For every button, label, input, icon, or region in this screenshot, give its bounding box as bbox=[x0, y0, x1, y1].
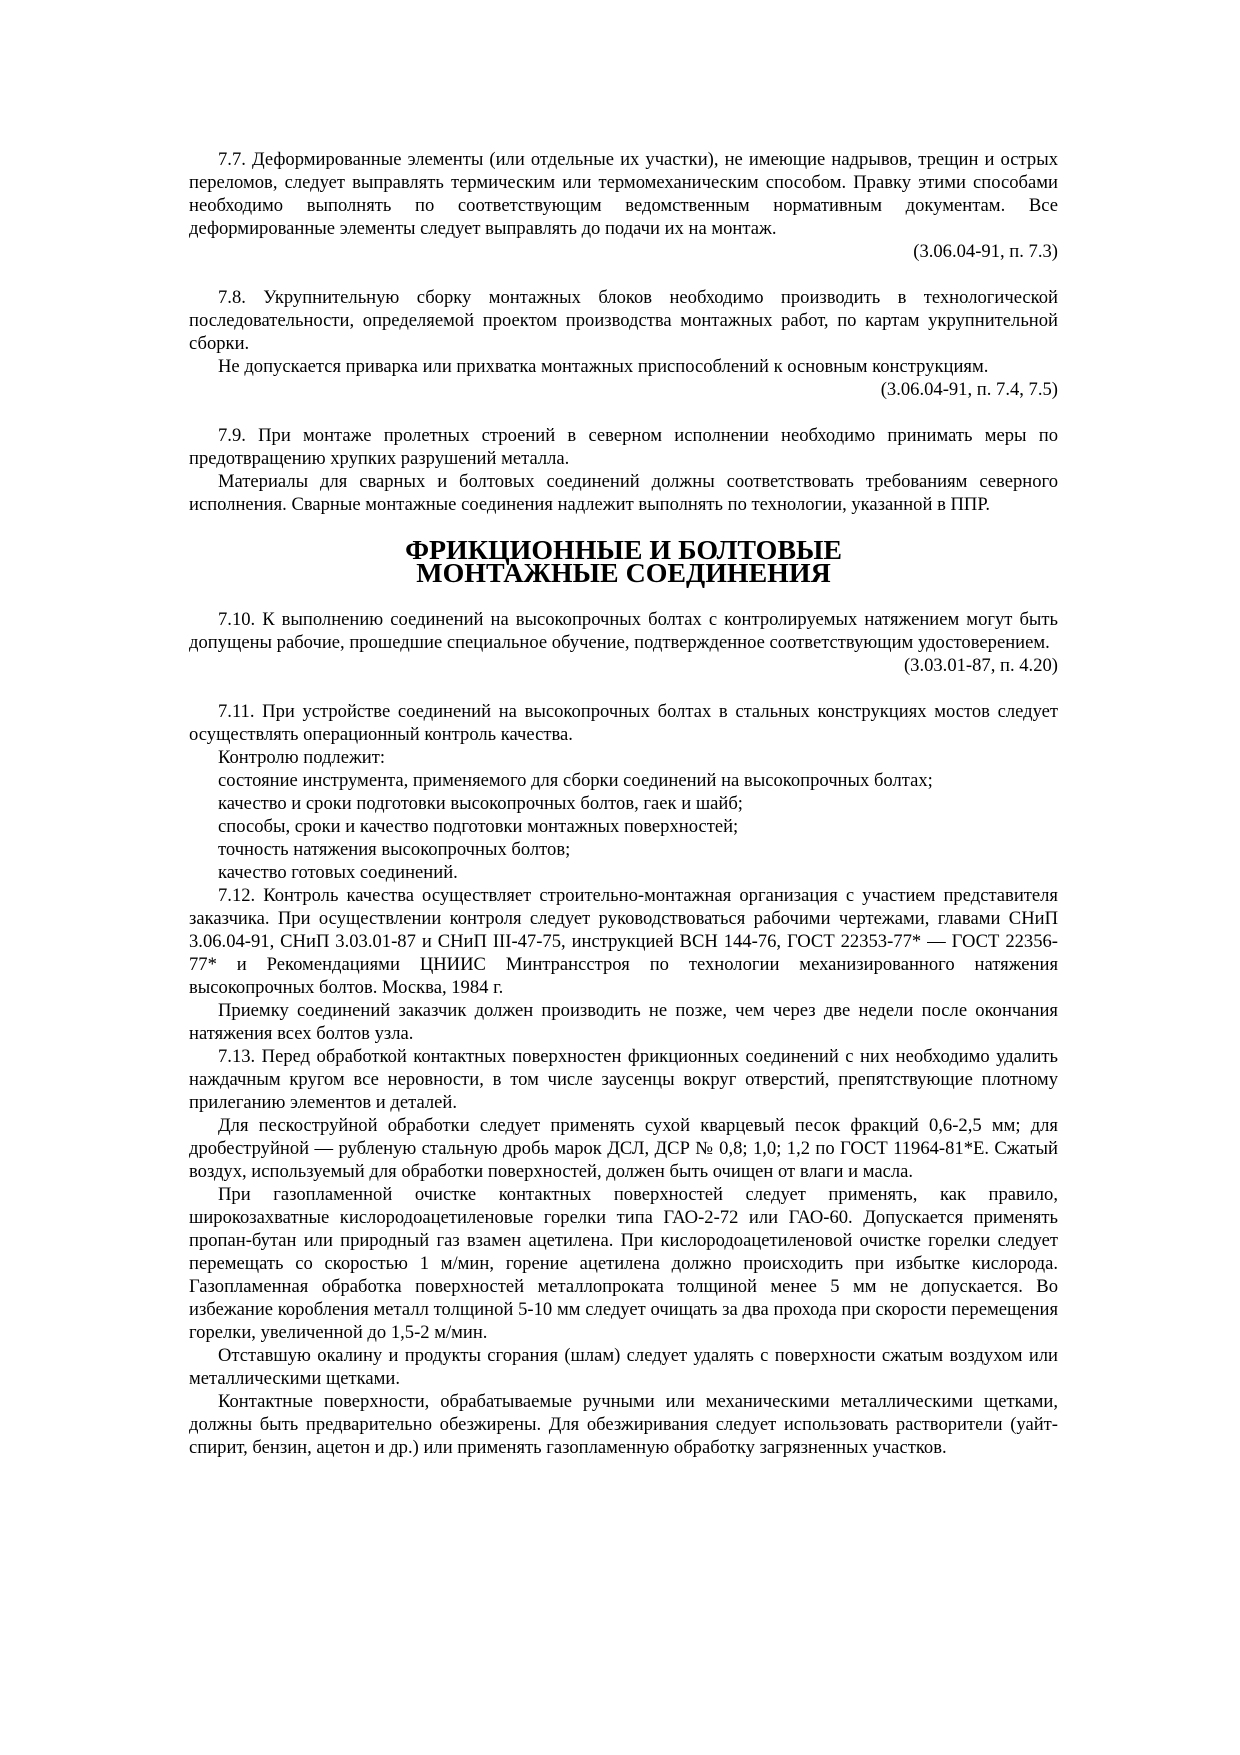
paragraph-7-13-flame: При газопламенной очистке контактных поверхностей следует применять, как правило, широкозахватные кислородоацетиленовые горелки типа ГАО-2-72 или ГАО-60. Допускается применять пропан-бутан или природный газ взамен ацетилена. При кислородоацетиленовой очистке горелки следует перемещать со скоростью 1 м/мин, горение ацетилена должно происходить при избытке кислорода. Газопламенная обработка поверхностей металлопроката толщиной менее 5 мм не допускается. Во избежание коробления металл толщиной 5-10 мм следует очищать за два прохода при скорости перемещения горелки, увеличенной до 1,5-2 м/мин. bbox=[189, 1184, 1058, 1343]
paragraph-7-7: 7.7. Деформированные элементы (или отдельные их участки), не имеющие надрывов, трещин и острых переломов, следует выправлять термическим или термомеханическим способом. Правку этими способами необходимо выполнять по соответствующим ведомственным нормативным документам. Все деформированные элементы следует выправлять до подачи их на монтаж. bbox=[189, 149, 1058, 239]
list-item: состояние инструмента, применяемого для сборки соединений на высокопрочных болтах; bbox=[218, 770, 933, 791]
paragraph-7-13-sandblast: Для пескоструйной обработки следует применять сухой кварцевый песок фракций 0,6-2,5 мм; для дробеструйной — рубленую стальную дробь марок ДСЛ, ДСР № 0,8; 1,0; 1,2 по ГОСТ 11964-81*Е. Сжатый воздух, используемый для обработки поверхностей, должен быть очищен от влаги и масла. bbox=[189, 1115, 1058, 1182]
list-item: качество и сроки подготовки высокопрочных болтов, гаек и шайб; bbox=[218, 793, 743, 814]
list-item: точность натяжения высокопрочных болтов; bbox=[218, 839, 571, 860]
paragraph-7-11-lead: Контролю подлежит: bbox=[218, 747, 386, 768]
spacer bbox=[189, 263, 1058, 286]
reference-7-8: (3.06.04-91, п. 7.4, 7.5) bbox=[880, 379, 1058, 400]
section-heading-line-1: ФРИКЦИОННЫЕ И БОЛТОВЫЕ bbox=[405, 535, 842, 566]
paragraph-7-9: 7.9. При монтаже пролетных строений в северном исполнении необходимо принимать меры по предотвращению хрупких разрушений металла. bbox=[189, 425, 1058, 469]
section-heading bbox=[189, 535, 1058, 589]
reference-7-10: (3.03.01-87, п. 4.20) bbox=[903, 655, 1058, 676]
paragraph-7-9-materials: Материалы для сварных и болтовых соединений должны соответствовать требованиям северного исполнения. Сварные монтажные соединения надлежит выполнять по технологии, указанной в ППР. bbox=[189, 471, 1058, 515]
list-item: способы, сроки и качество подготовки монтажных поверхностей; bbox=[218, 816, 739, 837]
spacer bbox=[189, 401, 1058, 424]
paragraph-7-13-scale: Отставшую окалину и продукты сгорания (шлам) следует удалять с поверхности сжатым воздухом или металлическими щетками. bbox=[189, 1345, 1058, 1389]
paragraph-7-11: 7.11. При устройстве соединений на высокопрочных болтах в стальных конструкциях мостов следует осуществлять операционный контроль качества. bbox=[189, 701, 1058, 745]
paragraph-7-12: 7.12. Контроль качества осуществляет строительно-монтажная организация с участием представителя заказчика. При осуществлении контроля следует руководствоваться рабочими чертежами, главами СНиП 3.06.04-91, СНиП 3.03.01-87 и СНиП III-47-75, инструкцией ВСН 144-76, ГОСТ 22353-77* — ГОСТ 22356-77* и Рекомендациями ЦНИИС Минтрансстроя по технологии механизированного натяжения высокопрочных болтов. Москва, 1984 г. bbox=[189, 885, 1058, 998]
paragraph-7-8-note: Не допускается приварка или прихватка монтажных приспособлений к основным конструкциям. bbox=[218, 356, 989, 377]
paragraph-7-8: 7.8. Укрупнительную сборку монтажных блоков необходимо производить в технологической последовательности, определяемой проектом производства монтажных работ, по картам укрупнительной сборки. bbox=[189, 287, 1058, 354]
paragraph-7-13: 7.13. Перед обработкой контактных поверхностен фрикционных соединений с них необходимо удалить наждачным кругом все неровности, в том числе заусенцы вокруг отверстий, препятствующие плотному прилеганию элементов и деталей. bbox=[189, 1046, 1058, 1113]
paragraph-7-12-acceptance: Приемку соединений заказчик должен производить не позже, чем через две недели после окончания натяжения всех болтов узла. bbox=[189, 1000, 1058, 1044]
reference-7-7: (3.06.04-91, п. 7.3) bbox=[913, 241, 1058, 262]
paragraph-7-10: 7.10. К выполнению соединений на высокопрочных болтах с контролируемых натяжением могут быть допущены рабочие, прошедшие специальное обучение, подтвержденное соответствующим удостоверением. bbox=[189, 609, 1058, 653]
section-heading-line-2: МОНТАЖНЫЕ СОЕДИНЕНИЯ bbox=[416, 558, 831, 589]
list-item: качество готовых соединений. bbox=[218, 862, 458, 883]
document-page bbox=[189, 148, 1058, 1459]
spacer bbox=[189, 677, 1058, 700]
paragraph-7-13-degrease: Контактные поверхности, обрабатываемые ручными или механическими металлическими щетками, должны быть предварительно обезжирены. Для обезжиривания следует использовать растворители (уайт-спирит, бензин, ацетон и др.) или применять газопламенную обработку загрязненных участков. bbox=[189, 1391, 1058, 1458]
